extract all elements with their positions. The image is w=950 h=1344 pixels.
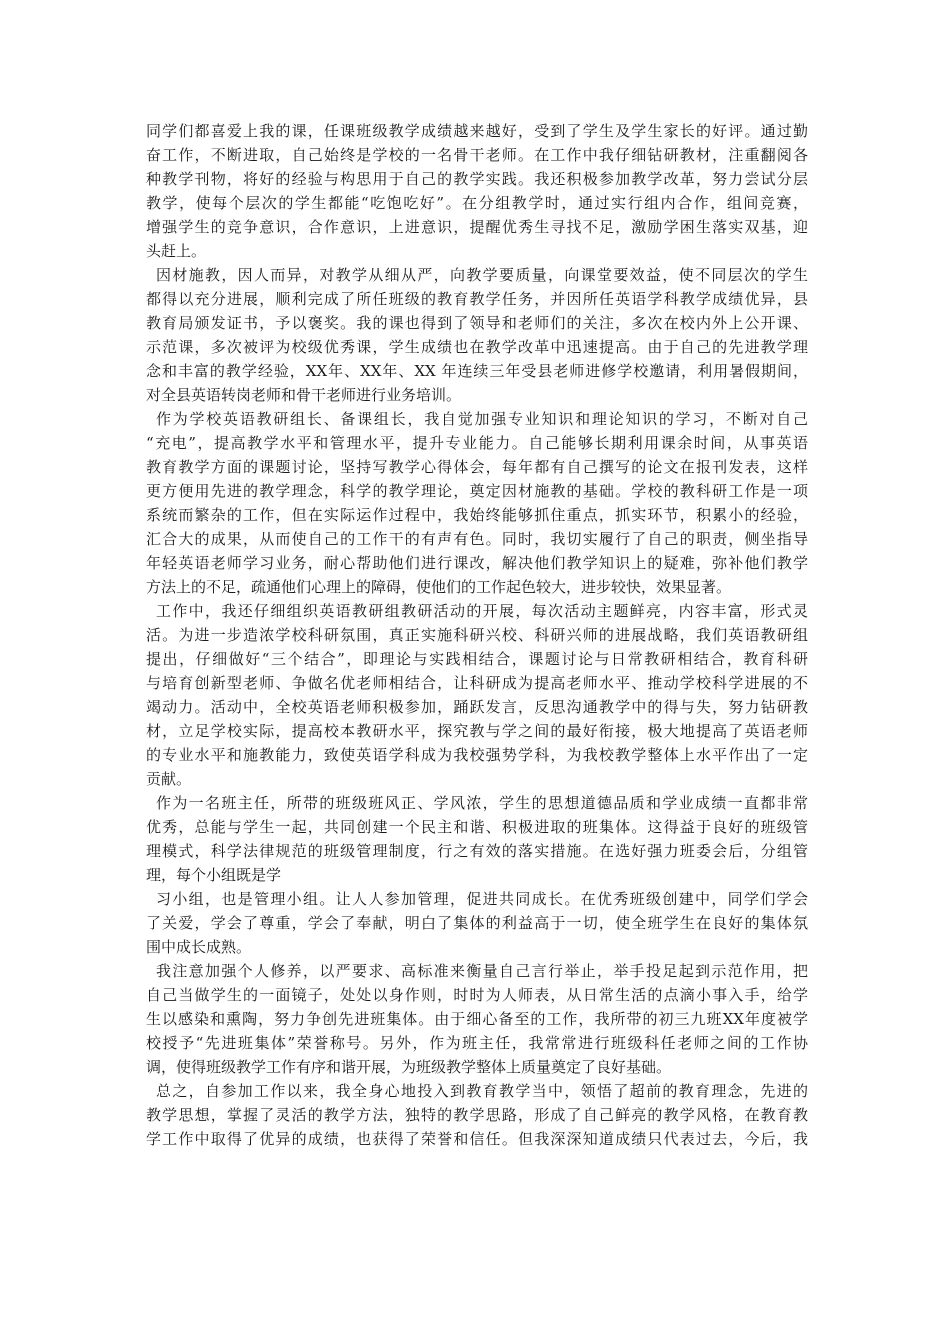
text-line: 作为一名班主任，所带的班级班风正、学风浓，学生的思想道德品质和学业成绩一直都非常 [156,794,808,812]
paragraph [146,1079,808,1151]
paragraph [146,791,808,887]
text-line: 活。为进一步造浓学校科研氛围，真正实施科研兴校、科研兴师的进展战略，我们英语教研组 [146,626,808,644]
text-line: 与培育创新型老师、争做名优老师相结合，让科研成为提高老师水平、推动学校科学进展的不 [146,674,808,692]
text-line: 奋工作，不断进取，自己始终是学校的一名骨干老师。在工作中我仔细钻研教材，注重翻阅各 [146,146,808,164]
text-line: 念和丰富的教学经验，XX年、XX年、XX 年连续三年受县老师进修学校邀请，利用暑假期间， [146,362,808,380]
text-line: 教学思想，掌握了灵活的教学方法，独特的教学思路，形成了自己鲜亮的教学风格，在教育教 [146,1106,808,1124]
text-line: 头赶上。 [146,242,207,260]
text-line: 调，使得班级教学工作有序和谐开展，为班级教学整体上质量奠定了良好基础。 [146,1058,672,1076]
paragraph [146,599,808,791]
text-line: 同学们都喜爱上我的课，任课班级教学成绩越来越好，受到了学生及学生家长的好评。通过勤 [146,122,808,140]
text-line: 都得以充分进展，顺利完成了所任班级的教育教学任务，并因所任英语学科教学成绩优异，县 [146,290,808,308]
paragraph [146,119,808,263]
text-line: 教学，使每个层次的学生都能“吃饱吃好”。在分组教学时，通过实行组内合作，组间竞赛， [146,194,808,212]
text-line: 贡献。 [146,770,192,788]
text-line: 了关爱，学会了尊重，学会了奉献，明白了集体的利益高于一切，使全班学生在良好的集体氛 [146,914,808,932]
text-line: 自己当做学生的一面镜子，处处以身作则，时时为人师表，从日常生活的点滴小事入手，给学 [146,986,808,1004]
text-line: 年轻英语老师学习业务，耐心帮助他们进行课改，解决他们教学知识上的疑难，弥补他们教学 [146,554,808,572]
text-line: 竭动力。活动中，全校英语老师积极参加，踊跃发言，反思沟通教学中的得与失，努力钻研教 [146,698,808,716]
text-line: 方法上的不足，疏通他们心理上的障碍，使他们的工作起色较大，进步较快，效果显著。 [146,578,732,596]
text-line: 提出，仔细做好“三个结合”，即理论与实践相结合，课题讨论与日常教研相结合，教育科研 [146,650,808,668]
document-page [146,119,808,1151]
text-line: 围中成长成熟。 [146,938,252,956]
paragraph [146,263,808,407]
text-line: 更方便用先进的教学理念，科学的教学理论，奠定因材施教的基础。学校的教科研工作是一项 [146,482,808,500]
text-line: 理模式，科学法律规范的班级管理制度，行之有效的落实措施。在选好强力班委会后，分组管 [146,842,808,860]
text-line: 总之，自参加工作以来，我全身心地投入到教育教学当中，领悟了超前的教育理念，先进的 [156,1082,808,1100]
text-line: 因材施教，因人而异，对教学从细从严，向教学要质量，向课堂要效益，使不同层次的学生 [156,266,808,284]
text-line: 学工作中取得了优异的成绩，也获得了荣誉和信任。但我深深知道成绩只代表过去，今后，我 [146,1130,808,1148]
text-line: 生以感染和熏陶，努力争创先进班集体。由于细心备至的工作，我所带的初三九班XX年度被学 [146,1010,808,1028]
text-line: 校授予“先进班集体”荣誉称号。另外，作为班主任，我常常进行班级科任老师之间的工作协 [146,1034,808,1052]
paragraph [146,959,808,1079]
text-line: 工作中，我还仔细组织英语教研组教研活动的开展，每次活动主题鲜亮，内容丰富，形式灵 [156,602,808,620]
text-line: 材，立足学校实际，提高校本教研水平，探究教与学之间的最好衔接，极大地提高了英语老师 [146,722,808,740]
text-line: 理，每个小组既是学 [146,866,282,884]
text-line: 作为学校英语教研组长、备课组长，我自觉加强专业知识和理论知识的学习，不断对自己 [156,410,808,428]
text-line: 对全县英语转岗老师和骨干老师进行业务培训。 [146,386,462,404]
paragraph [146,887,808,959]
text-line: 教育局颁发证书，予以褒奖。我的课也得到了领导和老师们的关注，多次在校内外上公开课、 [146,314,808,332]
text-line: 习小组，也是管理小组。让人人参加管理，促进共同成长。在优秀班级创建中，同学们学会 [156,890,808,908]
text-line: 示范课，多次被评为校级优秀课，学生成绩也在教学改革中迅速提高。由于自己的先进教学理 [146,338,808,356]
text-line: 系统而繁杂的工作，但在实际运作过程中，我始终能够抓住重点，抓实环节，积累小的经验， [146,506,808,524]
paragraph [146,407,808,599]
text-line: 我注意加强个人修养，以严要求、高标准来衡量自己言行举止，举手投足起到示范作用，把 [156,962,808,980]
text-line: 教育教学方面的课题讨论，坚持写教学心得体会，每年都有自己撰写的论文在报刊发表，这样 [146,458,808,476]
text-line: 种教学刊物，将好的经验与构思用于自己的教学实践。我还积极参加教学改革，努力尝试分层 [146,170,808,188]
text-line: 汇合大的成果，从而使自己的工作干的有声有色。同时，我切实履行了自己的职责，侧坐指导 [146,530,808,548]
text-line: 优秀，总能与学生一起，共同创建一个民主和谐、积极进取的班集体。这得益于良好的班级管 [146,818,808,836]
text-line: “充电”，提高教学水平和管理水平，提升专业能力。自己能够长期利用课余时间，从事英语 [146,434,808,452]
text-line: 的专业水平和施教能力，致使英语学科成为我校强势学科，为我校教学整体上水平作出了一定 [146,746,808,764]
text-line: 增强学生的竞争意识，合作意识，上进意识，提醒优秀生寻找不足，激励学困生落实双基，迎 [146,218,808,236]
